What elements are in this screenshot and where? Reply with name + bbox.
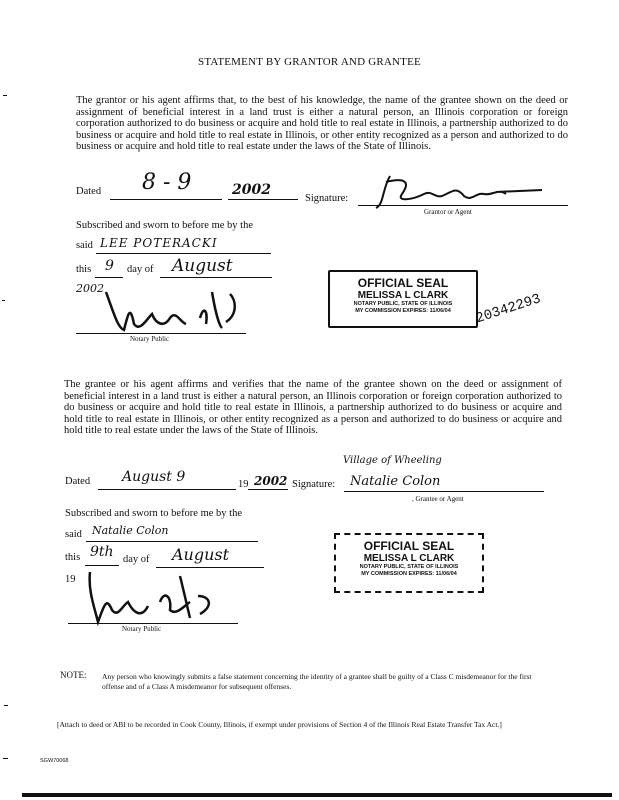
grantor-signature-drawing [372, 172, 552, 212]
grantor-signature-label: Signature: [305, 193, 349, 204]
seal-title: OFFICIAL SEAL [357, 276, 449, 290]
grantee-dated-label: Dated [65, 476, 91, 487]
grantor-subscribed-text: Subscribed and sworn to before me by the [76, 220, 253, 231]
grantee-dated-value: August 9 [122, 469, 186, 485]
grantee-signature-value: Natalie Colon [350, 474, 441, 489]
grantee-this-label: this [65, 552, 81, 563]
grantor-said-value: LEE POTERACKI [100, 236, 218, 250]
grantor-year-value: 2002 [232, 182, 271, 198]
grantor-caption: Grantor or Agent [424, 208, 472, 216]
grantee-dated-line [98, 489, 236, 490]
recording-stamp-number: 20342293 [474, 291, 543, 328]
grantor-said-label: said [76, 240, 93, 251]
grantor-this-label: this [76, 264, 92, 275]
grantee-day-of-label: day of [123, 554, 150, 565]
grantor-dated-label: Dated [76, 186, 102, 197]
grantee-official-seal [334, 533, 484, 593]
grantor-day-value: 9 [105, 258, 114, 274]
grantee-said-line [86, 541, 258, 542]
grantor-year-line-value: 2002 [76, 282, 104, 295]
seal-title: OFFICIAL SEAL [363, 539, 455, 553]
seal-line-1: NOTARY PUBLIC, STATE OF ILLINOIS [359, 564, 459, 570]
grantor-official-seal [328, 270, 478, 328]
grantee-notary-signature [80, 566, 220, 628]
grantor-said-line [96, 253, 271, 254]
grantee-year-value: 2002 [254, 474, 288, 488]
grantee-said-value: Natalie Colon [92, 524, 169, 537]
scan-bottom-edge [22, 793, 612, 797]
grantee-year-line-prefix: 19 [65, 574, 76, 585]
footer-code: SGW70068 [40, 758, 69, 764]
scan-edge-mark [3, 758, 8, 759]
seal-line-2: MY COMMISSION EXPIRES: 11/06/04 [361, 571, 457, 577]
grantee-year-prefix: 19 [238, 479, 249, 490]
grantee-notary-line [68, 623, 238, 624]
seal-name: MELISSA L CLARK [357, 290, 449, 301]
note-label: NOTE: [60, 670, 87, 680]
grantor-day-of-label: day of [127, 264, 154, 275]
grantor-month-value: August [172, 256, 233, 276]
grantee-said-label: said [65, 529, 82, 540]
grantee-day-value: 9th [90, 544, 114, 560]
grantor-day-line [95, 277, 123, 278]
scan-edge-mark [2, 300, 5, 301]
grantor-dated-line [110, 199, 222, 200]
grantee-year-line [248, 489, 288, 490]
grantor-paragraph: The grantor or his agent affirms that, to the best of his knowledge, the name of the grantee shown on the deed or assignment of beneficial interest in a land trust is either a natural person, an Illinois corporation or foreign corporation authorized to do business or acquire and hold title to real estate in Illinois, a partnership authorized to do business or acquire and hold title to real estate in Illinois, or other entity recognized as a person and authorized to do business or acquire and hold title to real estate under the laws of the State of Illinois. [76, 95, 568, 153]
grantor-year-line [228, 199, 298, 200]
grantor-month-line [160, 277, 272, 278]
grantee-month-value: August [172, 545, 230, 564]
grantee-subscribed-text: Subscribed and sworn to before me by the [65, 508, 242, 519]
seal-line-1: NOTARY PUBLIC, STATE OF ILLINOIS [353, 301, 453, 307]
grantor-notary-caption: Notary Public [130, 335, 170, 343]
grantee-signature-label: Signature: [292, 479, 336, 490]
seal-name: MELISSA L CLARK [363, 553, 455, 564]
note-text: Any person who knowingly submits a false statement concerning the identity of a grantee shall be guilty of a Class C misdemeanor for the first offense and of a Class A misdemeanor for subsequent offenses. [102, 672, 532, 691]
scan-edge-mark [3, 95, 7, 96]
scan-edge-mark [4, 705, 8, 706]
grantee-paragraph: The grantee or his agent affirms and verifies that the name of the grantee shown on the deed or assignment of beneficial interest in a land trust is either a natural person, an Illinois corporation or foreign corporation authorized to do business or acquire and hold title to real estate in Illinois, a partnership authorized to do business or acquire and hold title to real estate in Illinois, or other entity recognized as a person and authorized to do business or acquire and hold title to real estate under the laws of the State of Illinois. [64, 379, 562, 437]
grantor-notary-signature [100, 284, 250, 336]
grantee-village-note: Village of Wheeling [343, 455, 442, 466]
grantor-notary-line [76, 333, 246, 334]
grantor-dated-value: 8 - 9 [142, 170, 192, 195]
attach-instruction: [Attach to deed or ABI to be recorded in Cook County, Illinois, if exempt under provisions of Section 4 of the Illinois Real Estate Transfer Tax Act.] [57, 720, 502, 729]
document-title: STATEMENT BY GRANTOR AND GRANTEE [198, 56, 421, 68]
grantee-caption: , Grantee or Agent [412, 495, 464, 503]
grantee-signature-line [344, 491, 544, 492]
seal-line-2: MY COMMISSION EXPIRES: 11/06/04 [355, 308, 451, 314]
grantee-notary-caption: Notary Public [122, 625, 162, 633]
